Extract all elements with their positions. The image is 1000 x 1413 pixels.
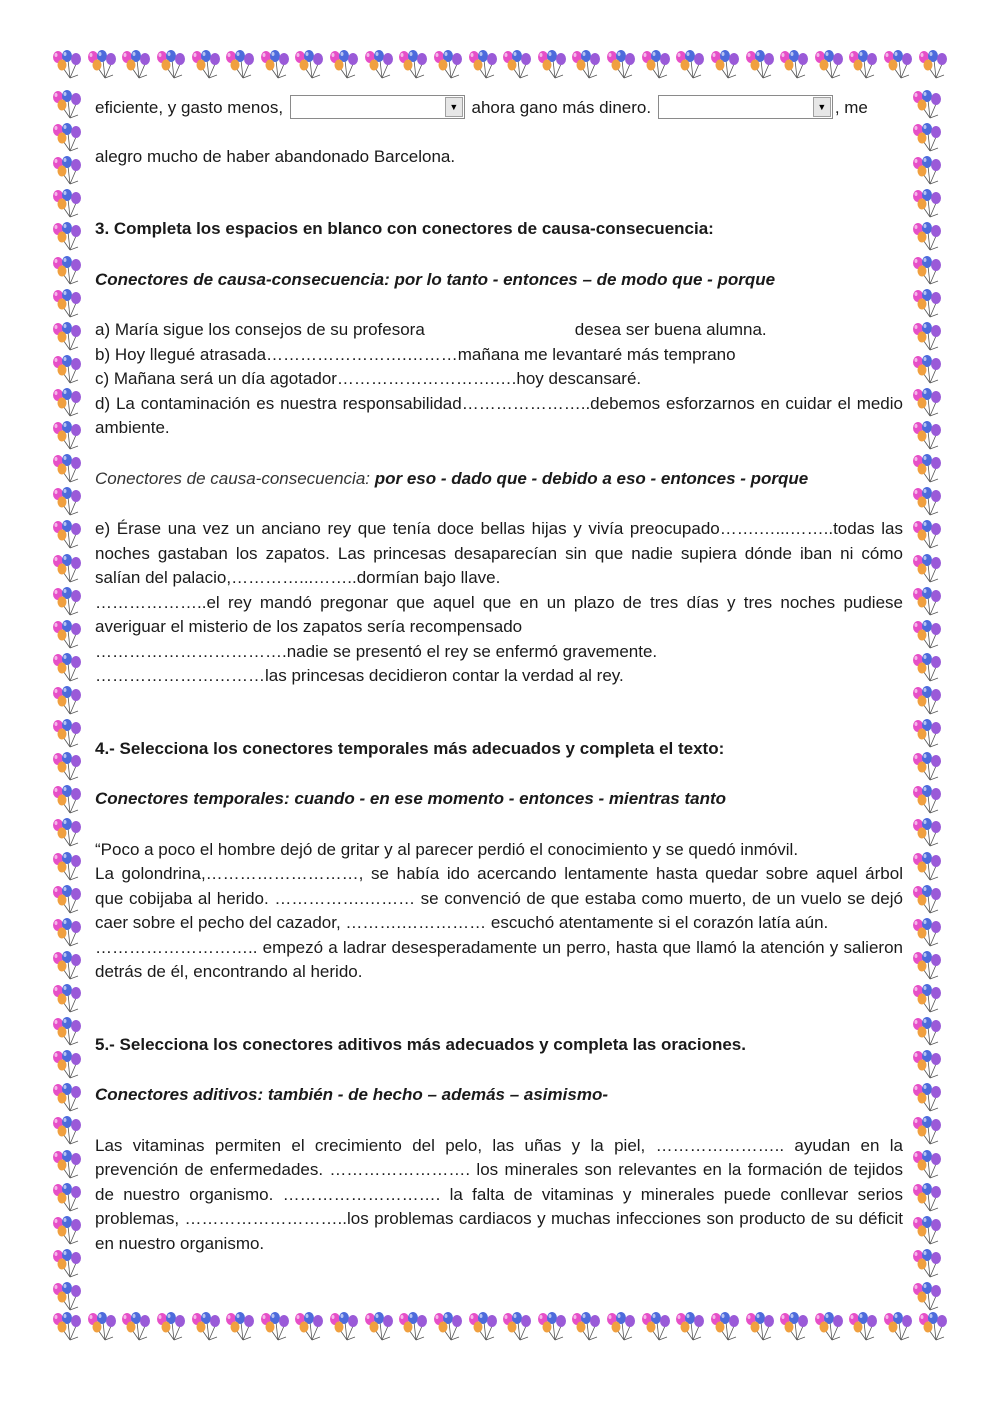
balloon-bunch-icon [50, 322, 84, 352]
balloon-bunch-icon [292, 50, 326, 80]
intro-text-c: , me [834, 98, 868, 117]
balloon-bunch-icon [569, 1312, 603, 1342]
balloon-bunch-icon [50, 554, 84, 584]
balloon-bunch-icon [50, 189, 84, 219]
balloon-bunch-icon [466, 50, 500, 80]
chevron-down-icon[interactable]: ▼ [445, 97, 463, 117]
balloon-bunch-icon [119, 50, 153, 80]
section-5-connectors: Conectores aditivos: también - de hecho – además – asimismo- [95, 1085, 608, 1104]
balloon-bunch-icon [50, 1282, 84, 1312]
balloon-bunch-icon [50, 90, 84, 120]
balloon-bunch-icon [327, 50, 361, 80]
balloon-bunch-icon [673, 50, 707, 80]
balloon-bunch-icon [50, 1216, 84, 1246]
balloon-bunch-icon [916, 1312, 950, 1342]
balloon-bunch-icon [743, 50, 777, 80]
balloon-bunch-icon [910, 1150, 944, 1180]
balloon-bunch-icon [50, 818, 84, 848]
balloon-bunch-icon [50, 951, 84, 981]
balloon-bunch-icon [910, 1216, 944, 1246]
balloon-bunch-icon [292, 1312, 326, 1342]
balloon-bunch-icon [881, 50, 915, 80]
balloon-bunch-icon [50, 222, 84, 252]
balloon-bunch-icon [708, 50, 742, 80]
balloon-bunch-icon [910, 785, 944, 815]
connectors-list: por eso - dado que - debido a eso - entonces - porque [370, 468, 809, 488]
balloon-bunch-icon [362, 50, 396, 80]
item-a [95, 318, 903, 343]
balloon-bunch-icon [154, 50, 188, 80]
balloon-bunch-icon [50, 520, 84, 550]
balloon-bunch-icon [916, 50, 950, 80]
balloon-bunch-icon [910, 1116, 944, 1146]
balloon-bunch-icon [50, 1017, 84, 1047]
left-border [50, 90, 90, 1312]
item-d: d) La contaminación es nuestra responsabilidad…………………..debemos esforzarnos en cuidar el medio ambiente. [95, 393, 903, 437]
balloon-bunch-icon [500, 50, 534, 80]
right-border [910, 90, 950, 1312]
balloon-bunch-icon [50, 156, 84, 186]
balloon-bunch-icon [639, 50, 673, 80]
top-border [50, 50, 950, 90]
balloon-bunch-icon [708, 1312, 742, 1342]
dropdown-1[interactable] [290, 95, 465, 119]
balloon-bunch-icon [910, 885, 944, 915]
balloon-bunch-icon [396, 1312, 430, 1342]
balloon-bunch-icon [50, 355, 84, 385]
balloon-bunch-icon [743, 1312, 777, 1342]
balloon-bunch-icon [569, 50, 603, 80]
balloon-bunch-icon [910, 852, 944, 882]
balloon-bunch-icon [362, 1312, 396, 1342]
balloon-bunch-icon [50, 785, 84, 815]
balloon-bunch-icon [777, 50, 811, 80]
balloon-bunch-icon [50, 487, 84, 517]
balloon-bunch-icon [258, 1312, 292, 1342]
balloon-bunch-icon [910, 123, 944, 153]
balloon-bunch-icon [910, 222, 944, 252]
balloon-bunch-icon [50, 852, 84, 882]
balloon-bunch-icon [189, 1312, 223, 1342]
balloon-bunch-icon [910, 520, 944, 550]
balloon-bunch-icon [50, 256, 84, 286]
intro-line-2: alegro mucho de haber abandonado Barcelona. [95, 146, 456, 166]
balloon-bunch-icon [50, 1050, 84, 1080]
balloon-bunch-icon [189, 50, 223, 80]
balloon-bunch-icon [910, 322, 944, 352]
balloon-bunch-icon [50, 686, 84, 716]
balloon-bunch-icon [327, 1312, 361, 1342]
balloon-bunch-icon [910, 1017, 944, 1047]
balloon-bunch-icon [639, 1312, 673, 1342]
balloon-bunch-icon [910, 1050, 944, 1080]
section-4-text-2: La golondrina,………………………, se había ido acercando lentamente hasta quedar sobre aquel árbol que cobijaba al herido. …………….……… se convenció de que estaba como muerto, de un vuelo se dejó caer sobre el pecho del cazador, ……….…………… escuchó atentamente si el corazón latía aún. [95, 864, 903, 932]
balloon-bunch-icon [910, 421, 944, 451]
balloon-bunch-icon [881, 1312, 915, 1342]
balloon-bunch-icon [910, 355, 944, 385]
balloon-bunch-icon [50, 1083, 84, 1113]
intro-text-b: ahora gano más dinero. [471, 98, 652, 117]
section-4-heading: 4.- Selecciona los conectores temporales más adecuados y completa el texto: [95, 738, 725, 758]
balloon-bunch-icon [85, 50, 119, 80]
item-a-text-2: desea ser buena alumna. [574, 320, 767, 339]
balloon-bunch-icon [910, 454, 944, 484]
chevron-down-icon[interactable]: ▼ [813, 97, 831, 117]
balloon-bunch-icon [910, 554, 944, 584]
balloon-bunch-icon [910, 918, 944, 948]
balloon-bunch-icon [466, 1312, 500, 1342]
balloon-bunch-icon [50, 289, 84, 319]
connectors-label: Conectores de causa-consecuencia: [95, 468, 370, 488]
balloon-bunch-icon [910, 719, 944, 749]
balloon-bunch-icon [910, 620, 944, 650]
balloon-bunch-icon [50, 1116, 84, 1146]
balloon-bunch-icon [50, 984, 84, 1014]
balloon-bunch-icon [910, 388, 944, 418]
balloon-bunch-icon [910, 256, 944, 286]
balloon-bunch-icon [50, 752, 84, 782]
story-paragraph-2: ………………..el rey mandó pregonar que aquel que en un plazo de tres días y tres noches pudiese averiguar el misterio de los zapatos sería recompensado [95, 592, 903, 636]
balloon-bunch-icon [777, 1312, 811, 1342]
balloon-bunch-icon [910, 984, 944, 1014]
balloon-bunch-icon [50, 1249, 84, 1279]
balloon-bunch-icon [154, 1312, 188, 1342]
balloon-bunch-icon [50, 885, 84, 915]
balloon-bunch-icon [50, 421, 84, 451]
balloon-bunch-icon [223, 50, 257, 80]
section-5-heading: 5.- Selecciona los conectores aditivos más adecuados y completa las oraciones. [95, 1034, 746, 1054]
bottom-border [50, 1312, 950, 1352]
balloon-bunch-icon [223, 1312, 257, 1342]
intro-text-a: eficiente, y gasto menos, [95, 98, 284, 117]
dropdown-2[interactable] [658, 95, 833, 119]
balloon-bunch-icon [910, 653, 944, 683]
balloon-bunch-icon [535, 50, 569, 80]
balloon-bunch-icon [910, 818, 944, 848]
balloon-bunch-icon [910, 90, 944, 120]
balloon-bunch-icon [910, 1183, 944, 1213]
section-5-text: Las vitaminas permiten el crecimiento del pelo, las uñas y la piel, ………………….. ayudan en la prevención de enfermedades. ……………………. los minerales son relevantes en la formación de tejidos de nuestro organismo. ………………………. la falta de vitaminas y minerales puede conllevar serios problemas, ………………………..los problemas cardiacos y muchas infecciones son producto de su déficit en nuestro organismo. [95, 1135, 903, 1253]
balloon-bunch-icon [50, 1312, 84, 1342]
balloon-bunch-icon [910, 156, 944, 186]
balloon-bunch-icon [535, 1312, 569, 1342]
story-paragraph-4: …………………………las princesas decidieron contar la verdad al rey. [95, 666, 624, 685]
balloon-bunch-icon [50, 388, 84, 418]
balloon-bunch-icon [50, 123, 84, 153]
balloon-bunch-icon [910, 1249, 944, 1279]
balloon-bunch-icon [50, 454, 84, 484]
balloon-bunch-icon [50, 1183, 84, 1213]
balloon-bunch-icon [85, 1312, 119, 1342]
balloon-bunch-icon [50, 653, 84, 683]
balloon-bunch-icon [910, 951, 944, 981]
balloon-bunch-icon [604, 1312, 638, 1342]
section-3-heading: 3. Completa los espacios en blanco con conectores de causa-consecuencia: [95, 219, 714, 238]
balloon-bunch-icon [910, 1083, 944, 1113]
balloon-bunch-icon [910, 1282, 944, 1312]
section-4-text-3: ……………………….. empezó a ladrar desesperadamente un perro, hasta que llamó la atención y salieron detrás de él, encontrando al herido. [95, 937, 903, 981]
balloon-bunch-icon [500, 1312, 534, 1342]
balloon-bunch-icon [910, 686, 944, 716]
intro-line-1 [95, 95, 903, 121]
balloon-bunch-icon [119, 1312, 153, 1342]
balloon-bunch-icon [910, 587, 944, 617]
balloon-bunch-icon [50, 918, 84, 948]
section-4-text-1: “Poco a poco el hombre dejó de gritar y al parecer perdió el conocimiento y se quedó inmóvil. [95, 839, 799, 859]
balloon-bunch-icon [846, 50, 880, 80]
section-3-connectors-2 [95, 467, 903, 492]
balloon-bunch-icon [812, 1312, 846, 1342]
balloon-bunch-icon [258, 50, 292, 80]
item-a-text: a) María sigue los consejos de su profesora [95, 320, 425, 339]
story-paragraph-3: …………………………….nadie se presentó el rey se enfermó gravemente. [95, 641, 658, 661]
balloon-bunch-icon [50, 587, 84, 617]
balloon-bunch-icon [910, 289, 944, 319]
section-3-connectors: Conectores de causa-consecuencia: por lo tanto - entonces – de modo que - porque [95, 269, 776, 289]
balloon-bunch-icon [910, 487, 944, 517]
balloon-bunch-icon [910, 752, 944, 782]
balloon-bunch-icon [673, 1312, 707, 1342]
balloon-bunch-icon [846, 1312, 880, 1342]
balloon-bunch-icon [812, 50, 846, 80]
balloon-bunch-icon [910, 189, 944, 219]
balloon-bunch-icon [50, 620, 84, 650]
balloon-bunch-icon [431, 1312, 465, 1342]
balloon-bunch-icon [604, 50, 638, 80]
balloon-bunch-icon [50, 50, 84, 80]
section-4-connectors: Conectores temporales: cuando - en ese momento - entonces - mientras tanto [95, 789, 727, 808]
story-paragraph-1: e) Érase una vez un anciano rey que tenía doce bellas hijas y vivía preocupado…….…...……..todas las noches gastaban los zapatos. Las princesas desaparecían sin que nadie supiera dónde iban ni cómo salían del palacio,…………...……..dormían bajo llave. [95, 519, 903, 587]
balloon-bunch-icon [50, 1150, 84, 1180]
worksheet-content [95, 95, 903, 1256]
item-c: c) Mañana será un día agotador……………………….….hoy descansaré. [95, 369, 642, 388]
item-b: b) Hoy llegué atrasada…………………….………mañana me levantaré más temprano [95, 344, 736, 364]
balloon-bunch-icon [50, 719, 84, 749]
balloon-bunch-icon [396, 50, 430, 80]
balloon-bunch-icon [431, 50, 465, 80]
